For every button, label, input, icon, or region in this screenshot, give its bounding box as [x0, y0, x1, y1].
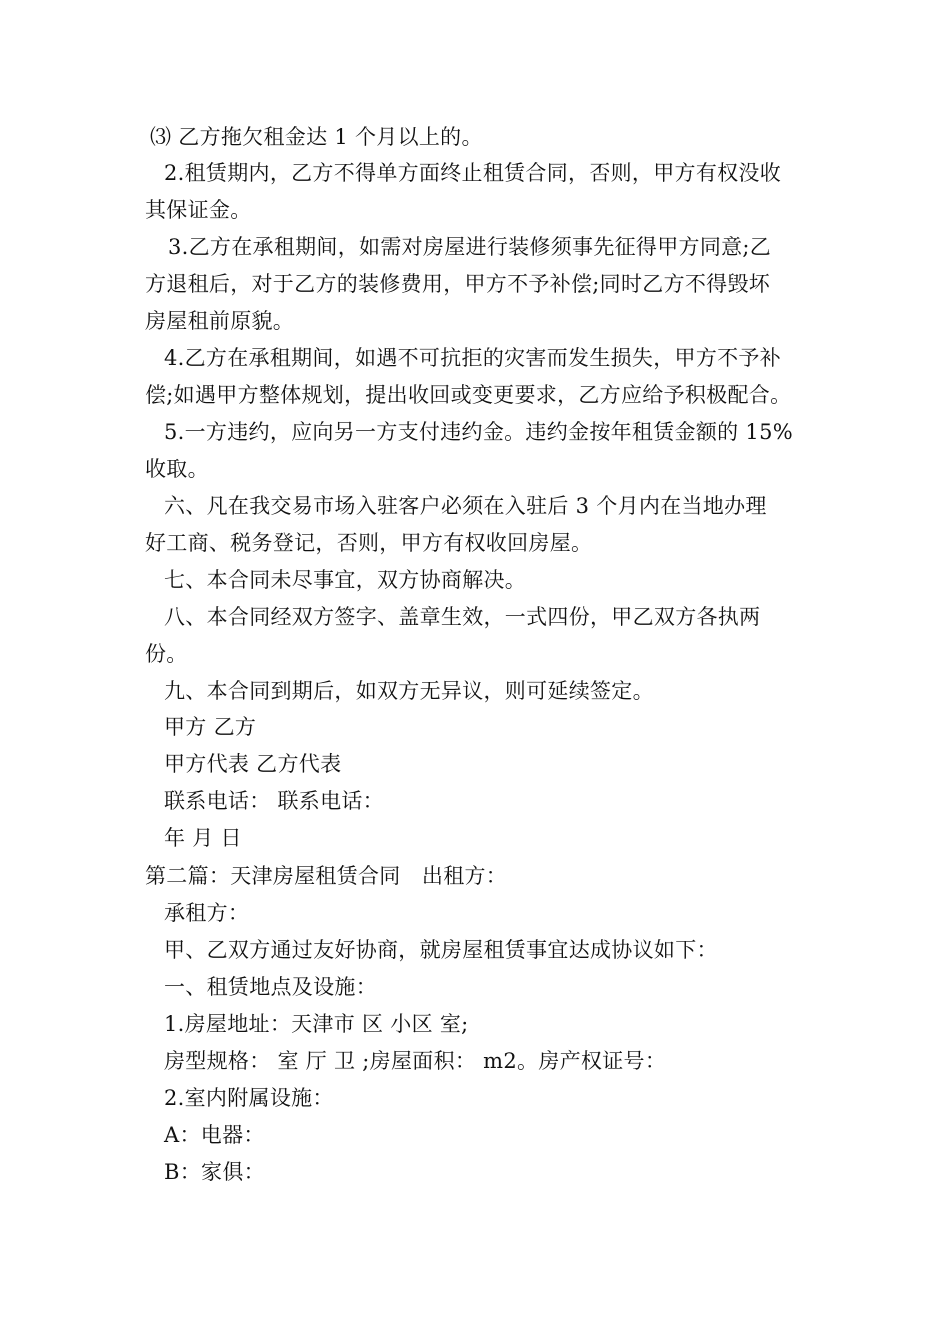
text-line: 一、租赁地点及设施：: [164, 975, 377, 999]
text-line: 房型规格： 室 厅 卫 ;房屋面积： m2。房产权证号：: [164, 1049, 667, 1073]
text-line: B：家俱：: [164, 1160, 265, 1184]
signature-party-labels: 甲方 乙方: [164, 715, 257, 739]
text-line: 5.一方违约，应向另一方支付违约金。违约金按年租赁金额的 15%: [164, 420, 793, 444]
signature-representative-labels: 甲方代表 乙方代表: [164, 752, 342, 776]
text-line: 七、本合同未尽事宜，双方协商解决。: [164, 568, 527, 592]
text-line: 偿;如遇甲方整体规划，提出收回或变更要求，乙方应给予积极配合。: [145, 383, 792, 407]
text-line: 2.室内附属设施：: [164, 1086, 334, 1110]
text-line: 3.乙方在承租期间，如需对房屋进行装修须事先征得甲方同意;乙: [168, 235, 772, 259]
text-line: 甲、乙双方通过友好协商，就房屋租赁事宜达成协议如下：: [164, 938, 718, 962]
text-line: 份。: [145, 642, 188, 666]
text-line: 2.租赁期内，乙方不得单方面终止租赁合同，否则，甲方有权没收: [164, 161, 782, 185]
text-line: 收取。: [145, 457, 209, 481]
text-line: 1.房屋地址：天津市 区 小区 室;: [164, 1012, 469, 1036]
text-line: ⑶ 乙方拖欠租金达 1 个月以上的。: [150, 125, 483, 149]
text-line: 六、凡在我交易市场入驻客户必须在入驻后 3 个月内在当地办理: [164, 494, 767, 518]
text-line: 其保证金。: [145, 198, 252, 222]
signature-phone-labels: 联系电话： 联系电话：: [164, 789, 384, 813]
text-line: 好工商、税务登记，否则，甲方有权收回房屋。: [145, 531, 593, 555]
text-line: 承租方：: [164, 901, 250, 925]
text-line: 九、本合同到期后，如双方无异议，则可延续签定。: [164, 679, 654, 703]
text-line: A：电器：: [164, 1123, 265, 1147]
text-line: 4.乙方在承租期间，如遇不可抗拒的灾害而发生损失，甲方不予补: [164, 346, 782, 370]
section-heading: 第二篇：天津房屋租赁合同 出租方：: [145, 864, 508, 888]
text-line: 方退租后，对于乙方的装修费用，甲方不予补偿;同时乙方不得毁坏: [145, 272, 771, 296]
text-line: 八、本合同经双方签字、盖章生效，一式四份，甲乙双方各执两: [164, 605, 761, 629]
text-line: 房屋租前原貌。: [145, 309, 295, 333]
signature-date-label: 年 月 日: [164, 826, 242, 850]
